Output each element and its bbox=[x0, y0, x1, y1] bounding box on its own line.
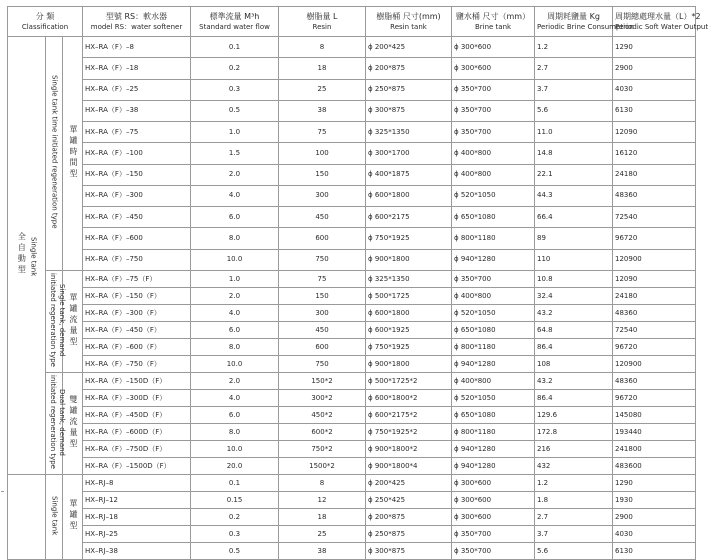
cell-flow: 0.1 bbox=[191, 37, 279, 58]
cell-brine-tank: ϕ 520*1050 bbox=[452, 185, 535, 206]
cell-resin-tank: ϕ 325*1350 bbox=[366, 122, 452, 143]
cell-resin: 600*2 bbox=[279, 424, 366, 441]
cell-brine-consumption: 5.6 bbox=[535, 100, 613, 121]
cell-flow: 4.0 bbox=[191, 185, 279, 206]
cell-resin: 8 bbox=[279, 37, 366, 58]
header-brine-consumption-zh: 周期耗鹽量 Kg bbox=[547, 11, 600, 21]
cell-resin-tank: ϕ 250*875 bbox=[366, 526, 452, 543]
table-row bbox=[8, 143, 696, 164]
cell-brine-tank: ϕ 350*700 bbox=[452, 100, 535, 121]
cell-flow: 8.0 bbox=[191, 339, 279, 356]
cell-brine-tank: ϕ 300*600 bbox=[452, 475, 535, 492]
cell-resin-tank: ϕ 900*1800 bbox=[366, 356, 452, 373]
table-row bbox=[8, 339, 696, 356]
header-classification-en: Classification bbox=[21, 22, 69, 31]
cell-resin: 600 bbox=[279, 228, 366, 249]
cell-resin: 450 bbox=[279, 207, 366, 228]
cell-resin: 450 bbox=[279, 322, 366, 339]
group1-zh-cell bbox=[63, 37, 83, 271]
cell-resin: 150 bbox=[279, 164, 366, 185]
cell-brine-tank: ϕ 520*1050 bbox=[452, 305, 535, 322]
cell-brine-consumption: 110 bbox=[535, 249, 613, 270]
cell-flow: 1.0 bbox=[191, 122, 279, 143]
group4-en: Single tank bbox=[50, 495, 59, 536]
table-row bbox=[8, 356, 696, 373]
cell-model: HX–RA（F）–600（F） bbox=[83, 339, 191, 356]
cell-output: 120900 bbox=[613, 249, 696, 270]
cell-resin: 100 bbox=[279, 143, 366, 164]
cell-brine-tank: ϕ 350*700 bbox=[452, 122, 535, 143]
table-row bbox=[8, 475, 696, 492]
cell-brine-consumption: 3.7 bbox=[535, 526, 613, 543]
cell-output: 96720 bbox=[613, 339, 696, 356]
table-row bbox=[8, 79, 696, 100]
cell-output: 4030 bbox=[613, 79, 696, 100]
header-resin bbox=[279, 7, 366, 37]
cell-resin: 300*2 bbox=[279, 390, 366, 407]
cell-brine-tank: ϕ 650*1080 bbox=[452, 407, 535, 424]
cell-resin-tank: ϕ 250*425 bbox=[366, 492, 452, 509]
cell-brine-consumption: 10.8 bbox=[535, 271, 613, 288]
table-row bbox=[8, 271, 696, 288]
cell-flow: 0.3 bbox=[191, 79, 279, 100]
cell-resin-tank: ϕ 325*1350 bbox=[366, 271, 452, 288]
cell-brine-consumption: 86.4 bbox=[535, 339, 613, 356]
category-auto-zh: 全自動型 bbox=[17, 232, 27, 276]
margin-tick-mark bbox=[1, 491, 4, 492]
cell-model: HX–RA（F）–750D（F） bbox=[83, 441, 191, 458]
cell-model: HX–RA（F）–18 bbox=[83, 58, 191, 79]
cell-resin: 150 bbox=[279, 288, 366, 305]
cell-brine-consumption: 2.7 bbox=[535, 58, 613, 79]
cell-model: HX–RA（F）–600 bbox=[83, 228, 191, 249]
cell-resin: 12 bbox=[279, 492, 366, 509]
cell-flow: 0.15 bbox=[191, 492, 279, 509]
cell-resin-tank: ϕ 500*1725*2 bbox=[366, 373, 452, 390]
cell-output: 1290 bbox=[613, 475, 696, 492]
cell-flow: 8.0 bbox=[191, 424, 279, 441]
cell-resin-tank: ϕ 200*425 bbox=[366, 37, 452, 58]
table-header bbox=[8, 7, 708, 37]
header-classification-zh: 分 類 bbox=[35, 11, 55, 21]
cell-brine-tank: ϕ 800*1180 bbox=[452, 424, 535, 441]
cell-output: 6130 bbox=[613, 543, 696, 560]
group4-zh: 單罐型 bbox=[69, 499, 78, 532]
cell-model: HX–RA（F）–750 bbox=[83, 249, 191, 270]
cell-resin: 300 bbox=[279, 305, 366, 322]
group2-en-cell bbox=[46, 271, 66, 373]
cell-output: 193440 bbox=[613, 424, 696, 441]
cell-resin-tank: ϕ 600*1800*2 bbox=[366, 390, 452, 407]
cell-resin: 38 bbox=[279, 543, 366, 560]
cell-brine-consumption: 14.8 bbox=[535, 143, 613, 164]
cell-brine-consumption: 66.4 bbox=[535, 207, 613, 228]
header-flow-zh: 標準流量 M³h bbox=[209, 11, 260, 21]
cell-flow: 0.1 bbox=[191, 475, 279, 492]
table-row bbox=[8, 37, 696, 58]
table-row bbox=[8, 373, 696, 390]
cell-brine-tank: ϕ 350*700 bbox=[452, 271, 535, 288]
table-row bbox=[8, 249, 696, 270]
header-output-zh: 周期總處理水量（L）*2 bbox=[615, 11, 701, 21]
cell-flow: 20.0 bbox=[191, 458, 279, 475]
cell-model: HX–RA（F）–25 bbox=[83, 79, 191, 100]
cell-output: 96720 bbox=[613, 390, 696, 407]
cell-brine-tank: ϕ 400*800 bbox=[452, 164, 535, 185]
cell-brine-consumption: 1.2 bbox=[535, 37, 613, 58]
cell-brine-consumption: 22.1 bbox=[535, 164, 613, 185]
cell-resin-tank: ϕ 200*425 bbox=[366, 475, 452, 492]
group1-zh: 單罐時間型 bbox=[69, 124, 78, 180]
cell-resin: 750 bbox=[279, 249, 366, 270]
cell-resin: 75 bbox=[279, 122, 366, 143]
cell-flow: 6.0 bbox=[191, 407, 279, 424]
cell-output: 4030 bbox=[613, 526, 696, 543]
cell-flow: 0.3 bbox=[191, 526, 279, 543]
group2-zh: 單罐流量型 bbox=[69, 292, 78, 348]
group3-zh: 雙罐流量型 bbox=[69, 394, 78, 450]
cell-resin: 750 bbox=[279, 356, 366, 373]
table-row bbox=[8, 407, 696, 424]
cell-resin-tank: ϕ 900*1800*2 bbox=[366, 441, 452, 458]
table-body bbox=[8, 37, 696, 560]
cell-resin-tank: ϕ 200*875 bbox=[366, 58, 452, 79]
cell-output: 48360 bbox=[613, 305, 696, 322]
cell-model: HX–RA（F）–150 bbox=[83, 164, 191, 185]
cell-brine-tank: ϕ 800*1180 bbox=[452, 339, 535, 356]
cell-model: HX–RA（F）–300 bbox=[83, 185, 191, 206]
cell-flow: 4.0 bbox=[191, 390, 279, 407]
header-brine-consumption bbox=[535, 7, 634, 37]
cell-resin: 600 bbox=[279, 339, 366, 356]
cell-output: 2900 bbox=[613, 509, 696, 526]
cell-brine-consumption: 129.6 bbox=[535, 407, 613, 424]
header-output bbox=[613, 7, 708, 37]
cell-output: 2900 bbox=[613, 58, 696, 79]
cell-resin: 38 bbox=[279, 100, 366, 121]
group2-en: Single tank, demand initiated regeneration type bbox=[49, 273, 66, 367]
table-row bbox=[8, 305, 696, 322]
table-row bbox=[8, 164, 696, 185]
header-resin-tank bbox=[366, 7, 452, 37]
cell-output: 16120 bbox=[613, 143, 696, 164]
cell-model: HX–RA（F）–300（F） bbox=[83, 305, 191, 322]
header-brine-tank-en: Brine tank bbox=[474, 22, 512, 31]
cell-resin: 18 bbox=[279, 509, 366, 526]
cell-resin: 25 bbox=[279, 526, 366, 543]
table-row bbox=[8, 185, 696, 206]
cell-resin: 150*2 bbox=[279, 373, 366, 390]
cell-brine-consumption: 216 bbox=[535, 441, 613, 458]
header-resin-en: Resin bbox=[312, 22, 332, 31]
cell-brine-consumption: 432 bbox=[535, 458, 613, 475]
cell-resin: 300 bbox=[279, 185, 366, 206]
table-row bbox=[8, 390, 696, 407]
cell-brine-tank: ϕ 400*800 bbox=[452, 288, 535, 305]
cell-resin-tank: ϕ 900*1800*4 bbox=[366, 458, 452, 475]
cell-flow: 4.0 bbox=[191, 305, 279, 322]
cell-brine-tank: ϕ 350*700 bbox=[452, 543, 535, 560]
cell-output: 24180 bbox=[613, 288, 696, 305]
group4-en-cell bbox=[46, 475, 63, 560]
cell-resin-tank: ϕ 600*2175 bbox=[366, 207, 452, 228]
cell-brine-consumption: 43.2 bbox=[535, 373, 613, 390]
group4-zh-cell bbox=[63, 475, 83, 560]
table-row bbox=[8, 441, 696, 458]
cell-flow: 2.0 bbox=[191, 164, 279, 185]
cell-model: HX–RJ–8 bbox=[83, 475, 191, 492]
cell-brine-tank: ϕ 400*800 bbox=[452, 143, 535, 164]
table-row bbox=[8, 424, 696, 441]
header-output-en: Periodic Soft Water Output bbox=[615, 22, 708, 31]
header-brine-tank-zh: 鹽水桶 尺寸（mm） bbox=[455, 11, 531, 21]
header-brine-tank bbox=[452, 7, 535, 37]
cell-brine-consumption: 86.4 bbox=[535, 390, 613, 407]
group1-en: Single tank time initiated regeneration type bbox=[50, 75, 59, 229]
cell-model: HX–RJ–38 bbox=[83, 543, 191, 560]
cell-flow: 10.0 bbox=[191, 441, 279, 458]
cell-resin-tank: ϕ 250*875 bbox=[366, 79, 452, 100]
cell-brine-tank: ϕ 300*600 bbox=[452, 492, 535, 509]
cell-output: 48360 bbox=[613, 373, 696, 390]
cell-output: 145080 bbox=[613, 407, 696, 424]
table-row bbox=[8, 492, 696, 509]
table-row bbox=[8, 207, 696, 228]
table-row bbox=[8, 458, 696, 475]
category-auto bbox=[8, 37, 46, 475]
cell-brine-consumption: 32.4 bbox=[535, 288, 613, 305]
table-row bbox=[8, 526, 696, 543]
cell-flow: 10.0 bbox=[191, 249, 279, 270]
table-row bbox=[8, 58, 696, 79]
cell-output: 241800 bbox=[613, 441, 696, 458]
header-resin-tank-en: Resin tank bbox=[390, 22, 427, 31]
cell-model: HX–RA（F）–600D（F） bbox=[83, 424, 191, 441]
cell-brine-tank: ϕ 800*1180 bbox=[452, 228, 535, 249]
cell-resin-tank: ϕ 600*1800 bbox=[366, 185, 452, 206]
cell-model: HX–RA（F）–75 bbox=[83, 122, 191, 143]
cell-resin-tank: ϕ 600*1925 bbox=[366, 322, 452, 339]
cell-brine-consumption: 44.3 bbox=[535, 185, 613, 206]
header-model bbox=[83, 7, 191, 37]
group3-en-cell bbox=[46, 373, 66, 475]
table-row bbox=[8, 543, 696, 560]
cell-brine-consumption: 2.7 bbox=[535, 509, 613, 526]
cell-brine-tank: ϕ 940*1280 bbox=[452, 249, 535, 270]
cell-brine-consumption: 1.8 bbox=[535, 492, 613, 509]
cell-output: 24180 bbox=[613, 164, 696, 185]
cell-brine-consumption: 5.6 bbox=[535, 543, 613, 560]
cell-brine-consumption: 11.0 bbox=[535, 122, 613, 143]
group4-blank-cell bbox=[8, 475, 46, 560]
cell-brine-tank: ϕ 350*700 bbox=[452, 526, 535, 543]
cell-brine-tank: ϕ 300*600 bbox=[452, 37, 535, 58]
cell-resin-tank: ϕ 900*1800 bbox=[366, 249, 452, 270]
cell-model: HX–RJ–12 bbox=[83, 492, 191, 509]
cell-model: HX–RJ–18 bbox=[83, 509, 191, 526]
cell-output: 483600 bbox=[613, 458, 696, 475]
cell-output: 120900 bbox=[613, 356, 696, 373]
cell-brine-consumption: 43.2 bbox=[535, 305, 613, 322]
header-resin-tank-zh: 樹脂桶 尺寸(mm) bbox=[376, 11, 441, 21]
cell-flow: 1.0 bbox=[191, 271, 279, 288]
cell-brine-consumption: 108 bbox=[535, 356, 613, 373]
cell-brine-tank: ϕ 350*700 bbox=[452, 79, 535, 100]
cell-resin-tank: ϕ 300*875 bbox=[366, 100, 452, 121]
header-flow bbox=[191, 7, 279, 37]
cell-brine-consumption: 1.2 bbox=[535, 475, 613, 492]
cell-brine-tank: ϕ 520*1050 bbox=[452, 390, 535, 407]
cell-flow: 0.5 bbox=[191, 543, 279, 560]
cell-flow: 2.0 bbox=[191, 373, 279, 390]
cell-model: HX–RA（F）–150（F） bbox=[83, 288, 191, 305]
cell-brine-tank: ϕ 650*1080 bbox=[452, 322, 535, 339]
cell-output: 1930 bbox=[613, 492, 696, 509]
cell-output: 12090 bbox=[613, 271, 696, 288]
cell-output: 12090 bbox=[613, 122, 696, 143]
cell-flow: 8.0 bbox=[191, 228, 279, 249]
table-row bbox=[8, 228, 696, 249]
cell-resin: 75 bbox=[279, 271, 366, 288]
cell-model: HX–RA（F）–450D（F） bbox=[83, 407, 191, 424]
group1-en-cell bbox=[46, 37, 63, 271]
cell-model: HX–RJ–25 bbox=[83, 526, 191, 543]
cell-brine-consumption: 64.8 bbox=[535, 322, 613, 339]
cell-resin: 18 bbox=[279, 58, 366, 79]
cell-flow: 0.2 bbox=[191, 509, 279, 526]
header-flow-en: Standard water flow bbox=[199, 22, 270, 31]
cell-model: HX–RA（F）–450 bbox=[83, 207, 191, 228]
cell-flow: 1.5 bbox=[191, 143, 279, 164]
cell-resin: 8 bbox=[279, 475, 366, 492]
cell-resin: 25 bbox=[279, 79, 366, 100]
cell-flow: 0.5 bbox=[191, 100, 279, 121]
cell-resin-tank: ϕ 750*1925 bbox=[366, 339, 452, 356]
header-row bbox=[8, 7, 696, 37]
header-resin-zh: 樹脂量 L bbox=[306, 11, 338, 21]
cell-resin-tank: ϕ 750*1925*2 bbox=[366, 424, 452, 441]
cell-model: HX–RA（F）–100 bbox=[83, 143, 191, 164]
cell-model: HX–RA（F）–750（F） bbox=[83, 356, 191, 373]
cell-flow: 0.2 bbox=[191, 58, 279, 79]
table-row bbox=[8, 288, 696, 305]
cell-flow: 10.0 bbox=[191, 356, 279, 373]
header-model-en: model RS：water softener bbox=[90, 22, 183, 31]
header-model-zh: 型號 RS：軟水器 bbox=[105, 11, 168, 21]
cell-resin-tank: ϕ 600*1800 bbox=[366, 305, 452, 322]
cell-model: HX–RA（F）–38 bbox=[83, 100, 191, 121]
cell-resin-tank: ϕ 750*1925 bbox=[366, 228, 452, 249]
cell-resin-tank: ϕ 200*875 bbox=[366, 509, 452, 526]
cell-resin: 750*2 bbox=[279, 441, 366, 458]
category-auto-en: Single tank bbox=[29, 236, 38, 276]
specification-table bbox=[7, 6, 708, 560]
cell-output: 6130 bbox=[613, 100, 696, 121]
cell-resin-tank: ϕ 600*2175*2 bbox=[366, 407, 452, 424]
cell-brine-tank: ϕ 300*600 bbox=[452, 509, 535, 526]
cell-model: HX–RA（F）–450（F） bbox=[83, 322, 191, 339]
cell-brine-consumption: 172.8 bbox=[535, 424, 613, 441]
cell-flow: 6.0 bbox=[191, 322, 279, 339]
cell-output: 72540 bbox=[613, 322, 696, 339]
table-row bbox=[8, 509, 696, 526]
cell-brine-tank: ϕ 300*600 bbox=[452, 58, 535, 79]
cell-resin-tank: ϕ 400*1875 bbox=[366, 164, 452, 185]
cell-model: HX–RA（F）–300D（F） bbox=[83, 390, 191, 407]
cell-model: HX–RA（F）–75（F） bbox=[83, 271, 191, 288]
header-brine-consumption-en: Periodic Brine Consumption bbox=[537, 22, 634, 31]
group3-en: Dual tank, demand initiated regeneration type bbox=[49, 375, 66, 469]
cell-resin: 450*2 bbox=[279, 407, 366, 424]
cell-brine-tank: ϕ 940*1280 bbox=[452, 441, 535, 458]
cell-output: 96720 bbox=[613, 228, 696, 249]
cell-flow: 2.0 bbox=[191, 288, 279, 305]
cell-brine-consumption: 89 bbox=[535, 228, 613, 249]
cell-resin-tank: ϕ 500*1725 bbox=[366, 288, 452, 305]
cell-brine-tank: ϕ 940*1280 bbox=[452, 458, 535, 475]
cell-brine-consumption: 3.7 bbox=[535, 79, 613, 100]
cell-model: HX–RA（F）–8 bbox=[83, 37, 191, 58]
cell-brine-tank: ϕ 940*1280 bbox=[452, 356, 535, 373]
cell-model: HX–RA（F）–1500D（F） bbox=[83, 458, 191, 475]
cell-resin: 1500*2 bbox=[279, 458, 366, 475]
cell-brine-tank: ϕ 650*1080 bbox=[452, 207, 535, 228]
cell-flow: 6.0 bbox=[191, 207, 279, 228]
cell-resin-tank: ϕ 300*875 bbox=[366, 543, 452, 560]
table-row bbox=[8, 322, 696, 339]
table-row bbox=[8, 100, 696, 121]
cell-brine-tank: ϕ 400*800 bbox=[452, 373, 535, 390]
cell-output: 72540 bbox=[613, 207, 696, 228]
cell-resin-tank: ϕ 300*1700 bbox=[366, 143, 452, 164]
header-classification bbox=[8, 7, 83, 37]
cell-output: 1290 bbox=[613, 37, 696, 58]
table-row bbox=[8, 122, 696, 143]
cell-model: HX–RA（F）–150D（F） bbox=[83, 373, 191, 390]
cell-output: 48360 bbox=[613, 185, 696, 206]
